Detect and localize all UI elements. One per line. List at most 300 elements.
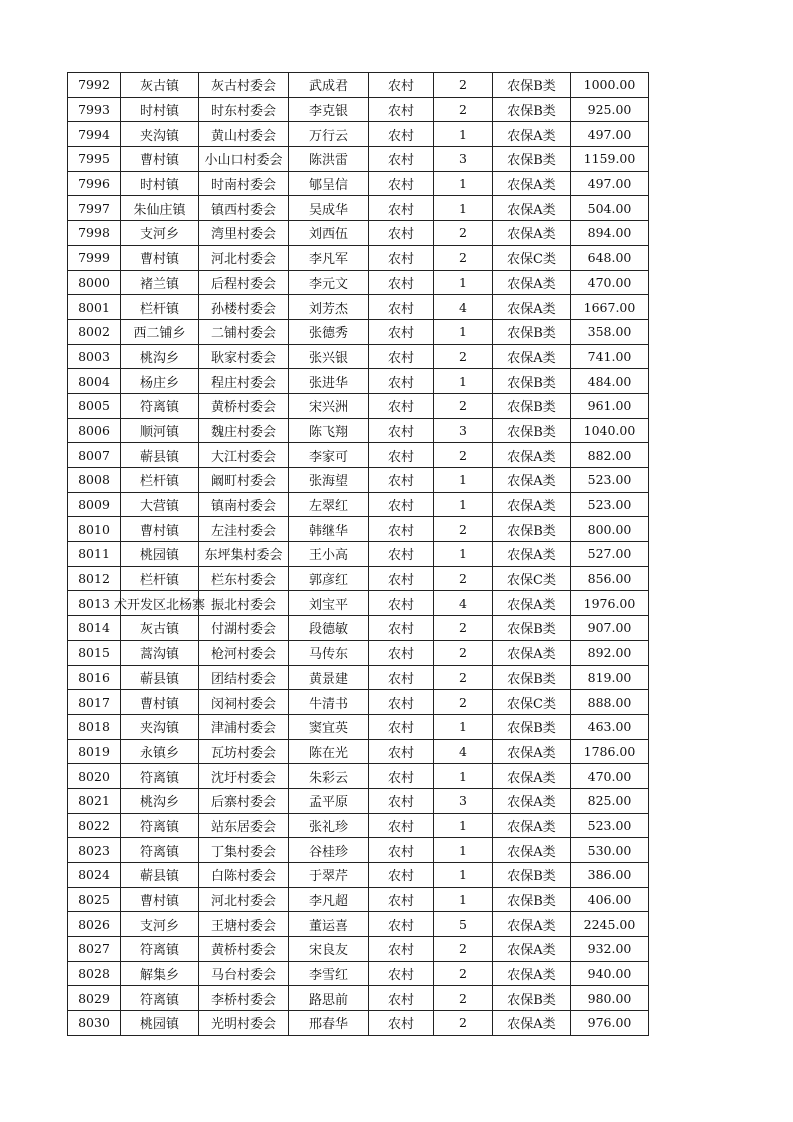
record-id-cell: 8021 (68, 788, 121, 813)
household-type-cell: 农村 (369, 937, 434, 962)
township-cell (113, 591, 205, 616)
amount-cell: 406.00 (571, 887, 649, 912)
table-row (68, 122, 649, 147)
household-type-cell: 农村 (369, 492, 434, 517)
table-row (68, 492, 649, 517)
insurance-category-cell: 农保B类 (493, 714, 571, 739)
table-row (68, 788, 649, 813)
township-cell: 时村镇 (121, 97, 199, 122)
village-committee-cell: 二铺村委会 (199, 319, 289, 344)
household-type-cell: 农村 (369, 887, 434, 912)
record-id-cell: 8013 (68, 591, 121, 616)
amount-cell: 523.00 (571, 468, 649, 493)
insurance-category-cell: 农保C类 (493, 566, 571, 591)
person-name-cell: 宋兴洲 (289, 393, 369, 418)
table-row (68, 665, 649, 690)
village-committee-cell: 后程村委会 (199, 270, 289, 295)
village-committee-cell: 孙楼村委会 (199, 295, 289, 320)
table-row (68, 937, 649, 962)
amount-cell: 892.00 (571, 640, 649, 665)
record-id-cell: 8005 (68, 393, 121, 418)
record-id-cell: 8000 (68, 270, 121, 295)
township-cell: 蒿沟镇 (121, 640, 199, 665)
household-type-cell: 农村 (369, 443, 434, 468)
record-id-cell: 7999 (68, 245, 121, 270)
insurance-category-cell: 农保B类 (493, 887, 571, 912)
person-name-cell: 张进华 (289, 369, 369, 394)
village-committee-cell: 时东村委会 (199, 97, 289, 122)
village-committee-cell: 小山口村委会 (199, 147, 289, 172)
insurance-category-cell: 农保C类 (493, 690, 571, 715)
table-row (68, 245, 649, 270)
household-size-cell: 1 (434, 171, 493, 196)
table-row (68, 566, 649, 591)
household-type-cell: 农村 (369, 813, 434, 838)
amount-cell: 961.00 (571, 393, 649, 418)
household-type-cell: 农村 (369, 961, 434, 986)
township-cell: 时村镇 (121, 171, 199, 196)
person-name-cell: 万行云 (289, 122, 369, 147)
insurance-category-cell: 农保B类 (493, 986, 571, 1011)
township-cell: 西二铺乡 (121, 319, 199, 344)
household-type-cell: 农村 (369, 393, 434, 418)
record-id-cell: 8025 (68, 887, 121, 912)
insurance-category-cell: 农保A类 (493, 912, 571, 937)
household-size-cell: 1 (434, 838, 493, 863)
household-size-cell: 2 (434, 986, 493, 1011)
table-row (68, 1011, 649, 1036)
village-committee-cell: 光明村委会 (199, 1011, 289, 1036)
township-cell: 曹村镇 (121, 147, 199, 172)
person-name-cell: 陈在光 (289, 739, 369, 764)
record-id-cell: 8015 (68, 640, 121, 665)
record-id-cell: 7993 (68, 97, 121, 122)
household-size-cell: 1 (434, 542, 493, 567)
table-row (68, 147, 649, 172)
insurance-category-cell: 农保B类 (493, 319, 571, 344)
household-size-cell: 1 (434, 270, 493, 295)
household-size-cell: 2 (434, 690, 493, 715)
amount-cell: 907.00 (571, 616, 649, 641)
amount-cell: 523.00 (571, 492, 649, 517)
amount-cell: 825.00 (571, 788, 649, 813)
insurance-category-cell: 农保A类 (493, 764, 571, 789)
township-cell: 符离镇 (121, 838, 199, 863)
township-cell: 灰古镇 (121, 73, 199, 98)
household-size-cell: 2 (434, 961, 493, 986)
person-name-cell: 李家可 (289, 443, 369, 468)
household-size-cell: 1 (434, 813, 493, 838)
township-cell: 栏杆镇 (121, 566, 199, 591)
household-type-cell: 农村 (369, 270, 434, 295)
person-name-cell: 李凡超 (289, 887, 369, 912)
table-row (68, 517, 649, 542)
record-id-cell: 8008 (68, 468, 121, 493)
person-name-cell: 路思前 (289, 986, 369, 1011)
township-cell: 支河乡 (121, 221, 199, 246)
village-committee-cell: 沈圩村委会 (199, 764, 289, 789)
household-size-cell: 2 (434, 393, 493, 418)
township-cell: 杨庄乡 (121, 369, 199, 394)
record-id-cell: 8029 (68, 986, 121, 1011)
insurance-category-cell: 农保A类 (493, 838, 571, 863)
household-type-cell: 农村 (369, 739, 434, 764)
amount-cell: 386.00 (571, 863, 649, 888)
insurance-category-cell: 农保A类 (493, 788, 571, 813)
village-committee-cell: 黄桥村委会 (199, 393, 289, 418)
record-id-cell: 8006 (68, 418, 121, 443)
household-type-cell: 农村 (369, 344, 434, 369)
village-committee-cell: 河北村委会 (199, 245, 289, 270)
amount-cell: 925.00 (571, 97, 649, 122)
table-row (68, 344, 649, 369)
household-type-cell: 农村 (369, 97, 434, 122)
record-id-cell: 7994 (68, 122, 121, 147)
person-name-cell: 张德秀 (289, 319, 369, 344)
insurance-category-cell: 农保B类 (493, 393, 571, 418)
village-committee-cell: 左洼村委会 (199, 517, 289, 542)
amount-cell: 882.00 (571, 443, 649, 468)
person-name-cell: 邢春华 (289, 1011, 369, 1036)
village-committee-cell: 东坪集村委会 (199, 542, 289, 567)
household-type-cell: 农村 (369, 714, 434, 739)
household-type-cell: 农村 (369, 196, 434, 221)
household-size-cell: 2 (434, 245, 493, 270)
person-name-cell: 孟平原 (289, 788, 369, 813)
person-name-cell: 张礼珍 (289, 813, 369, 838)
table-row (68, 640, 649, 665)
village-committee-cell: 马台村委会 (199, 961, 289, 986)
data-table (67, 72, 649, 1036)
household-type-cell: 农村 (369, 591, 434, 616)
table-row (68, 319, 649, 344)
person-name-cell: 左翠红 (289, 492, 369, 517)
person-name-cell: 朱彩云 (289, 764, 369, 789)
amount-cell: 497.00 (571, 171, 649, 196)
amount-cell: 358.00 (571, 319, 649, 344)
township-cell: 蕲县镇 (121, 863, 199, 888)
household-size-cell: 2 (434, 443, 493, 468)
amount-cell: 1159.00 (571, 147, 649, 172)
insurance-category-cell: 农保A类 (493, 1011, 571, 1036)
household-type-cell: 农村 (369, 418, 434, 443)
table-row (68, 393, 649, 418)
township-cell: 夹沟镇 (121, 714, 199, 739)
household-type-cell: 农村 (369, 517, 434, 542)
insurance-category-cell: 农保A类 (493, 813, 571, 838)
insurance-category-cell: 农保C类 (493, 245, 571, 270)
person-name-cell: 李克银 (289, 97, 369, 122)
household-type-cell: 农村 (369, 690, 434, 715)
person-name-cell: 谷桂珍 (289, 838, 369, 863)
household-size-cell: 4 (434, 739, 493, 764)
table-row (68, 97, 649, 122)
household-type-cell: 农村 (369, 171, 434, 196)
amount-cell: 940.00 (571, 961, 649, 986)
person-name-cell: 李凡军 (289, 245, 369, 270)
household-size-cell: 2 (434, 640, 493, 665)
amount-cell: 530.00 (571, 838, 649, 863)
insurance-category-cell: 农保B类 (493, 73, 571, 98)
insurance-category-cell: 农保B类 (493, 517, 571, 542)
insurance-category-cell: 农保A类 (493, 542, 571, 567)
township-cell: 桃园镇 (121, 1011, 199, 1036)
insurance-category-cell: 农保A类 (493, 295, 571, 320)
table-row (68, 468, 649, 493)
village-committee-cell: 阚町村委会 (199, 468, 289, 493)
village-committee-cell: 栏东村委会 (199, 566, 289, 591)
table-row (68, 863, 649, 888)
record-id-cell: 8024 (68, 863, 121, 888)
person-name-cell: 张兴银 (289, 344, 369, 369)
table-row (68, 912, 649, 937)
record-id-cell: 8001 (68, 295, 121, 320)
village-committee-cell: 黄桥村委会 (199, 937, 289, 962)
table-row (68, 443, 649, 468)
amount-cell: 888.00 (571, 690, 649, 715)
township-cell: 曹村镇 (121, 245, 199, 270)
table-row (68, 739, 649, 764)
table-row (68, 221, 649, 246)
record-id-cell: 8010 (68, 517, 121, 542)
person-name-cell: 陈飞翔 (289, 418, 369, 443)
table-row (68, 764, 649, 789)
village-committee-cell: 白陈村委会 (199, 863, 289, 888)
household-size-cell: 1 (434, 714, 493, 739)
amount-cell: 819.00 (571, 665, 649, 690)
amount-cell: 1000.00 (571, 73, 649, 98)
record-id-cell: 8011 (68, 542, 121, 567)
village-committee-cell: 大江村委会 (199, 443, 289, 468)
amount-cell: 648.00 (571, 245, 649, 270)
village-committee-cell: 丁集村委会 (199, 838, 289, 863)
household-type-cell: 农村 (369, 788, 434, 813)
household-type-cell: 农村 (369, 147, 434, 172)
person-name-cell: 段德敏 (289, 616, 369, 641)
table-row (68, 73, 649, 98)
insurance-category-cell: 农保B类 (493, 147, 571, 172)
amount-cell: 1976.00 (571, 591, 649, 616)
village-committee-cell: 程庄村委会 (199, 369, 289, 394)
household-size-cell: 2 (434, 1011, 493, 1036)
insurance-category-cell: 农保A类 (493, 468, 571, 493)
household-size-cell: 3 (434, 418, 493, 443)
insurance-category-cell: 农保A类 (493, 739, 571, 764)
township-cell: 符离镇 (121, 986, 199, 1011)
insurance-category-cell: 农保A类 (493, 492, 571, 517)
record-id-cell: 8002 (68, 319, 121, 344)
household-size-cell: 4 (434, 591, 493, 616)
township-cell: 桃园镇 (121, 542, 199, 567)
village-committee-cell: 耿家村委会 (199, 344, 289, 369)
record-id-cell: 7998 (68, 221, 121, 246)
record-id-cell: 8012 (68, 566, 121, 591)
township-cell: 符离镇 (121, 937, 199, 962)
insurance-category-cell: 农保B类 (493, 97, 571, 122)
household-size-cell: 3 (434, 788, 493, 813)
record-id-cell: 8018 (68, 714, 121, 739)
amount-cell: 1786.00 (571, 739, 649, 764)
township-cell: 栏杆镇 (121, 295, 199, 320)
record-id-cell: 8007 (68, 443, 121, 468)
household-type-cell: 农村 (369, 319, 434, 344)
village-committee-cell: 瓦坊村委会 (199, 739, 289, 764)
record-id-cell: 8030 (68, 1011, 121, 1036)
table-body (68, 73, 649, 1036)
household-size-cell: 5 (434, 912, 493, 937)
table-row (68, 295, 649, 320)
household-size-cell: 1 (434, 319, 493, 344)
table-row (68, 961, 649, 986)
table-row (68, 838, 649, 863)
record-id-cell: 8004 (68, 369, 121, 394)
village-committee-cell: 振北村委会 (199, 591, 289, 616)
household-type-cell: 农村 (369, 838, 434, 863)
table-row (68, 270, 649, 295)
household-size-cell: 2 (434, 616, 493, 641)
amount-cell: 470.00 (571, 764, 649, 789)
household-type-cell: 农村 (369, 468, 434, 493)
insurance-category-cell: 农保B类 (493, 665, 571, 690)
amount-cell: 976.00 (571, 1011, 649, 1036)
amount-cell: 463.00 (571, 714, 649, 739)
household-size-cell: 2 (434, 221, 493, 246)
table-row (68, 714, 649, 739)
household-size-cell: 1 (434, 764, 493, 789)
table-row (68, 616, 649, 641)
household-size-cell: 2 (434, 97, 493, 122)
table-row (68, 171, 649, 196)
township-cell: 褚兰镇 (121, 270, 199, 295)
insurance-category-cell: 农保A类 (493, 221, 571, 246)
household-size-cell: 4 (434, 295, 493, 320)
household-size-cell: 1 (434, 369, 493, 394)
village-committee-cell: 黄山村委会 (199, 122, 289, 147)
person-name-cell: 郇呈信 (289, 171, 369, 196)
amount-cell: 1667.00 (571, 295, 649, 320)
township-text: 术开发区北杨寨 (113, 597, 205, 613)
township-cell: 符离镇 (121, 813, 199, 838)
household-size-cell: 1 (434, 887, 493, 912)
person-name-cell: 刘芳杰 (289, 295, 369, 320)
household-type-cell: 农村 (369, 764, 434, 789)
insurance-category-cell: 农保A类 (493, 196, 571, 221)
village-committee-cell: 闵祠村委会 (199, 690, 289, 715)
household-size-cell: 2 (434, 517, 493, 542)
township-cell: 栏杆镇 (121, 468, 199, 493)
household-type-cell: 农村 (369, 542, 434, 567)
village-committee-cell: 镇西村委会 (199, 196, 289, 221)
township-cell: 曹村镇 (121, 690, 199, 715)
record-id-cell: 7992 (68, 73, 121, 98)
person-name-cell: 郭彦红 (289, 566, 369, 591)
record-id-cell: 8014 (68, 616, 121, 641)
table-row (68, 887, 649, 912)
household-type-cell: 农村 (369, 566, 434, 591)
amount-cell: 484.00 (571, 369, 649, 394)
household-type-cell: 农村 (369, 369, 434, 394)
record-id-cell: 8027 (68, 937, 121, 962)
amount-cell: 2245.00 (571, 912, 649, 937)
table-row (68, 196, 649, 221)
amount-cell: 497.00 (571, 122, 649, 147)
township-cell: 符离镇 (121, 393, 199, 418)
record-id-cell: 7996 (68, 171, 121, 196)
village-committee-cell: 枪河村委会 (199, 640, 289, 665)
record-id-cell: 8020 (68, 764, 121, 789)
record-id-cell: 8019 (68, 739, 121, 764)
person-name-cell: 武成君 (289, 73, 369, 98)
table-row (68, 690, 649, 715)
household-type-cell: 农村 (369, 616, 434, 641)
household-type-cell: 农村 (369, 640, 434, 665)
record-id-cell: 8017 (68, 690, 121, 715)
insurance-category-cell: 农保A类 (493, 344, 571, 369)
record-id-cell: 7995 (68, 147, 121, 172)
record-id-cell: 8016 (68, 665, 121, 690)
person-name-cell: 吴成华 (289, 196, 369, 221)
insurance-category-cell: 农保A类 (493, 443, 571, 468)
person-name-cell: 王小高 (289, 542, 369, 567)
household-type-cell: 农村 (369, 986, 434, 1011)
person-name-cell: 牛清书 (289, 690, 369, 715)
person-name-cell: 马传东 (289, 640, 369, 665)
person-name-cell: 刘西伍 (289, 221, 369, 246)
township-cell: 永镇乡 (121, 739, 199, 764)
township-cell: 桃沟乡 (121, 344, 199, 369)
amount-cell: 523.00 (571, 813, 649, 838)
household-size-cell: 2 (434, 937, 493, 962)
amount-cell: 527.00 (571, 542, 649, 567)
amount-cell: 932.00 (571, 937, 649, 962)
amount-cell: 980.00 (571, 986, 649, 1011)
insurance-category-cell: 农保A类 (493, 640, 571, 665)
village-committee-cell: 团结村委会 (199, 665, 289, 690)
person-name-cell: 刘宝平 (289, 591, 369, 616)
person-name-cell: 于翠芹 (289, 863, 369, 888)
record-id-cell: 8003 (68, 344, 121, 369)
village-committee-cell: 王塘村委会 (199, 912, 289, 937)
household-size-cell: 2 (434, 566, 493, 591)
amount-cell: 894.00 (571, 221, 649, 246)
record-id-cell: 8022 (68, 813, 121, 838)
household-size-cell: 1 (434, 122, 493, 147)
person-name-cell: 黄景建 (289, 665, 369, 690)
person-name-cell: 李雪红 (289, 961, 369, 986)
township-cell: 桃沟乡 (121, 788, 199, 813)
village-committee-cell: 河北村委会 (199, 887, 289, 912)
household-type-cell: 农村 (369, 245, 434, 270)
household-type-cell: 农村 (369, 863, 434, 888)
record-id-cell: 8026 (68, 912, 121, 937)
amount-cell: 470.00 (571, 270, 649, 295)
village-committee-cell: 后寨村委会 (199, 788, 289, 813)
township-cell: 朱仙庄镇 (121, 196, 199, 221)
insurance-category-cell: 农保A类 (493, 122, 571, 147)
insurance-category-cell: 农保B类 (493, 863, 571, 888)
insurance-category-cell: 农保A类 (493, 961, 571, 986)
village-committee-cell: 湾里村委会 (199, 221, 289, 246)
amount-cell: 1040.00 (571, 418, 649, 443)
person-name-cell: 李元文 (289, 270, 369, 295)
amount-cell: 504.00 (571, 196, 649, 221)
village-committee-cell: 时南村委会 (199, 171, 289, 196)
township-cell: 蕲县镇 (121, 665, 199, 690)
village-committee-cell: 李桥村委会 (199, 986, 289, 1011)
township-cell: 曹村镇 (121, 517, 199, 542)
household-size-cell: 2 (434, 344, 493, 369)
person-name-cell: 窦宜英 (289, 714, 369, 739)
